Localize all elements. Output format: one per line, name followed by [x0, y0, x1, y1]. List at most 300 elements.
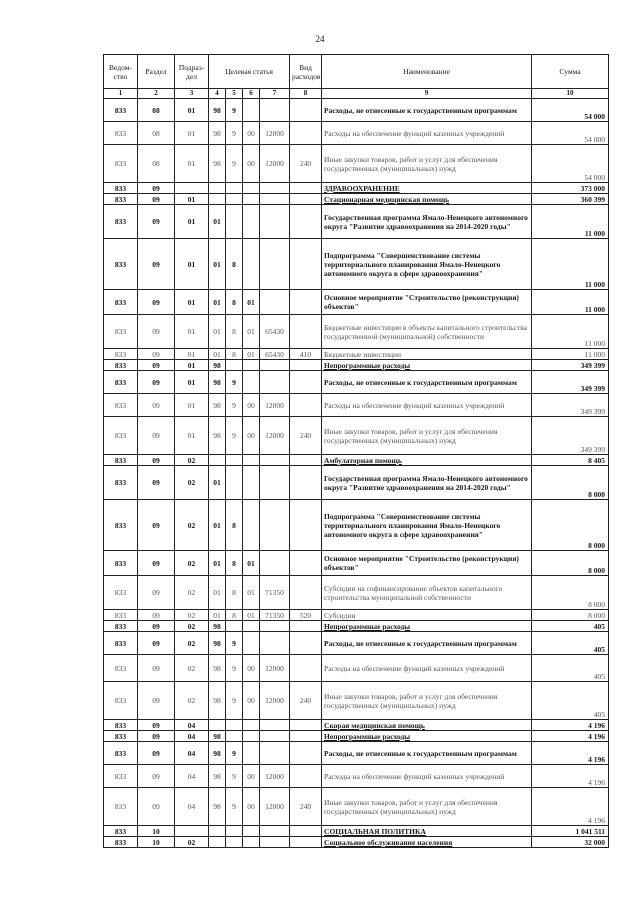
- cell-ts-code: [260, 720, 290, 731]
- table-row: [104, 194, 609, 205]
- cell-podrazdel: [175, 183, 209, 194]
- cell-ts-subprogram: [226, 455, 243, 466]
- cell-sum: 11 000: [532, 290, 609, 315]
- cell-vedomstvo: 833: [104, 466, 138, 500]
- cell-ts-program: [209, 720, 226, 731]
- cell-podrazdel: 02: [175, 455, 209, 466]
- cell-ts-code: [260, 621, 290, 632]
- cell-sum: 405: [532, 655, 609, 682]
- table-row: [104, 621, 609, 632]
- cell-sum: 8 000: [532, 610, 609, 621]
- col-num: 4: [209, 89, 226, 99]
- row-name-text: Расходы, не отнесенные к государственным программам: [324, 748, 517, 758]
- cell-ts-event: [243, 500, 260, 551]
- cell-ts-code: [260, 632, 290, 655]
- row-name-text: Государственная программа Ямало-Ненецкого автономного округа "Развитие здравоохранения на 2014-2020 годы": [324, 473, 528, 492]
- cell-ts-program: 98: [209, 394, 226, 417]
- row-name-text: Иные закупки товаров, работ и услуг для обеспечения государственных (муниципальных) нужд: [324, 691, 498, 710]
- cell-razdel: 09: [138, 417, 175, 455]
- cell-ts-event: [243, 205, 260, 239]
- cell-ts-subprogram: 8: [226, 551, 243, 576]
- row-name-text: Социальное обслуживание населения: [324, 837, 453, 847]
- cell-ts-subprogram: 9: [226, 682, 243, 720]
- cell-ts-subprogram: 9: [226, 417, 243, 455]
- cell-ts-subprogram: 9: [226, 788, 243, 826]
- cell-podrazdel: 01: [175, 315, 209, 349]
- row-name-text: Расходы на обеспечение функций казенных учреждений: [324, 400, 505, 410]
- cell-podrazdel: 01: [175, 194, 209, 205]
- cell-expense-type: [290, 621, 322, 632]
- cell-expense-type: [290, 655, 322, 682]
- cell-ts-program: 01: [209, 205, 226, 239]
- cell-ts-event: 00: [243, 122, 260, 145]
- table-row: [104, 239, 609, 290]
- cell-ts-code: 71350: [260, 610, 290, 621]
- cell-ts-program: 01: [209, 551, 226, 576]
- cell-ts-program: [209, 837, 226, 848]
- cell-expense-type: [290, 742, 322, 765]
- col-num: 8: [290, 89, 322, 99]
- cell-vedomstvo: 833: [104, 551, 138, 576]
- cell-ts-program: 98: [209, 765, 226, 788]
- cell-ts-event: 01: [243, 551, 260, 576]
- cell-vedomstvo: 833: [104, 682, 138, 720]
- cell-name: [322, 500, 532, 551]
- cell-ts-code: [260, 194, 290, 205]
- cell-ts-code: 65430: [260, 315, 290, 349]
- cell-razdel: 09: [138, 205, 175, 239]
- cell-ts-program: 01: [209, 576, 226, 610]
- header-razdel: Раздел: [138, 55, 175, 89]
- cell-ts-code: 12000: [260, 788, 290, 826]
- cell-name: [322, 349, 532, 360]
- cell-ts-subprogram: 9: [226, 632, 243, 655]
- cell-ts-program: [209, 194, 226, 205]
- cell-name: [322, 360, 532, 371]
- cell-sum: 8 000: [532, 551, 609, 576]
- cell-ts-subprogram: 8: [226, 576, 243, 610]
- cell-ts-program: 01: [209, 500, 226, 551]
- cell-ts-subprogram: [226, 194, 243, 205]
- table-row: [104, 742, 609, 765]
- cell-podrazdel: 01: [175, 239, 209, 290]
- cell-ts-event: 00: [243, 682, 260, 720]
- cell-ts-subprogram: [226, 205, 243, 239]
- cell-podrazdel: 01: [175, 99, 209, 122]
- cell-ts-event: 01: [243, 290, 260, 315]
- cell-name: [322, 315, 532, 349]
- table-row: [104, 394, 609, 417]
- cell-ts-event: [243, 360, 260, 371]
- col-num: 3: [175, 89, 209, 99]
- cell-ts-program: 98: [209, 682, 226, 720]
- cell-ts-code: 12000: [260, 122, 290, 145]
- row-name-text: Бюджетные инвестиции: [324, 349, 402, 359]
- cell-sum: 1 041 511: [532, 826, 609, 837]
- cell-razdel: 08: [138, 99, 175, 122]
- cell-ts-code: 12000: [260, 655, 290, 682]
- cell-vedomstvo: 833: [104, 371, 138, 394]
- cell-razdel: 09: [138, 455, 175, 466]
- cell-expense-type: 240: [290, 682, 322, 720]
- cell-name: [322, 720, 532, 731]
- cell-ts-subprogram: [226, 183, 243, 194]
- cell-ts-program: 98: [209, 788, 226, 826]
- cell-expense-type: [290, 720, 322, 731]
- row-name-text: Расходы на обеспечение функций казенных учреждений: [324, 771, 505, 781]
- cell-expense-type: [290, 99, 322, 122]
- cell-expense-type: [290, 371, 322, 394]
- header-vedomstvo: Ведом-ство: [104, 55, 138, 89]
- cell-ts-event: [243, 371, 260, 394]
- cell-sum: 373 000: [532, 183, 609, 194]
- cell-ts-subprogram: 8: [226, 315, 243, 349]
- cell-razdel: 09: [138, 765, 175, 788]
- cell-vedomstvo: 833: [104, 239, 138, 290]
- cell-ts-event: [243, 194, 260, 205]
- cell-expense-type: [290, 394, 322, 417]
- table-row: [104, 183, 609, 194]
- cell-razdel: 09: [138, 360, 175, 371]
- cell-ts-event: 00: [243, 765, 260, 788]
- cell-name: [322, 682, 532, 720]
- table-row: [104, 500, 609, 551]
- cell-podrazdel: 04: [175, 788, 209, 826]
- cell-razdel: 09: [138, 731, 175, 742]
- header-expense-type: Вид расходов: [290, 55, 322, 89]
- cell-name: [322, 371, 532, 394]
- cell-ts-event: [243, 731, 260, 742]
- cell-ts-subprogram: [226, 720, 243, 731]
- cell-sum: 11 000: [532, 315, 609, 349]
- cell-ts-event: [243, 99, 260, 122]
- cell-vedomstvo: 833: [104, 290, 138, 315]
- cell-ts-code: [260, 466, 290, 500]
- cell-vedomstvo: 833: [104, 205, 138, 239]
- table-row: [104, 360, 609, 371]
- cell-expense-type: 240: [290, 145, 322, 183]
- cell-razdel: 09: [138, 466, 175, 500]
- row-name-text: Субсидии: [324, 610, 356, 620]
- header-sum: Сумма: [532, 55, 609, 89]
- cell-razdel: 10: [138, 837, 175, 848]
- col-num: 1: [104, 89, 138, 99]
- cell-razdel: 09: [138, 500, 175, 551]
- cell-name: [322, 417, 532, 455]
- cell-ts-event: 01: [243, 610, 260, 621]
- cell-ts-code: 12000: [260, 145, 290, 183]
- row-name-text: Стационарная медицинская помощь: [324, 194, 450, 204]
- cell-vedomstvo: 833: [104, 360, 138, 371]
- cell-ts-event: [243, 837, 260, 848]
- row-name-text: Непрограммные расходы: [324, 360, 411, 370]
- cell-podrazdel: 01: [175, 360, 209, 371]
- cell-sum: 349 399: [532, 394, 609, 417]
- cell-ts-program: 98: [209, 742, 226, 765]
- cell-razdel: 09: [138, 610, 175, 621]
- cell-ts-program: [209, 183, 226, 194]
- row-name-text: Иные закупки товаров, работ и услуг для обеспечения государственных (муниципальных) нужд: [324, 426, 498, 445]
- cell-expense-type: [290, 576, 322, 610]
- cell-expense-type: [290, 731, 322, 742]
- cell-ts-code: 12000: [260, 394, 290, 417]
- table-row: [104, 290, 609, 315]
- row-name-text: Непрограммные расходы: [324, 731, 411, 741]
- cell-vedomstvo: 833: [104, 349, 138, 360]
- cell-sum: 8 000: [532, 500, 609, 551]
- cell-name: [322, 99, 532, 122]
- cell-vedomstvo: 833: [104, 122, 138, 145]
- cell-sum: 54 000: [532, 145, 609, 183]
- cell-sum: 4 196: [532, 788, 609, 826]
- cell-ts-program: 01: [209, 349, 226, 360]
- col-num: 7: [260, 89, 290, 99]
- col-num: 2: [138, 89, 175, 99]
- cell-podrazdel: 02: [175, 576, 209, 610]
- cell-razdel: 09: [138, 371, 175, 394]
- cell-name: [322, 826, 532, 837]
- cell-razdel: 09: [138, 621, 175, 632]
- cell-sum: 405: [532, 621, 609, 632]
- cell-razdel: 10: [138, 826, 175, 837]
- cell-ts-event: [243, 826, 260, 837]
- cell-sum: 4 196: [532, 765, 609, 788]
- header-podrazdel: Подраз-дел: [175, 55, 209, 89]
- cell-vedomstvo: 833: [104, 610, 138, 621]
- cell-name: [322, 466, 532, 500]
- cell-ts-event: [243, 720, 260, 731]
- table-row: [104, 731, 609, 742]
- row-name-text: Основное мероприятие "Строительство (реконструкция) объектов": [324, 293, 519, 311]
- cell-razdel: 09: [138, 290, 175, 315]
- cell-ts-code: 12000: [260, 682, 290, 720]
- cell-ts-code: [260, 290, 290, 315]
- cell-expense-type: [290, 500, 322, 551]
- cell-vedomstvo: 833: [104, 145, 138, 183]
- cell-ts-code: 12000: [260, 765, 290, 788]
- cell-expense-type: [290, 183, 322, 194]
- cell-name: [322, 610, 532, 621]
- cell-expense-type: 240: [290, 417, 322, 455]
- cell-podrazdel: 02: [175, 500, 209, 551]
- cell-name: [322, 576, 532, 610]
- cell-ts-program: 01: [209, 466, 226, 500]
- cell-vedomstvo: 833: [104, 655, 138, 682]
- cell-ts-program: 01: [209, 239, 226, 290]
- cell-podrazdel: 01: [175, 349, 209, 360]
- cell-razdel: 08: [138, 145, 175, 183]
- cell-ts-code: [260, 551, 290, 576]
- table-row: [104, 551, 609, 576]
- cell-name: [322, 742, 532, 765]
- cell-ts-subprogram: [226, 360, 243, 371]
- cell-vedomstvo: 833: [104, 765, 138, 788]
- cell-expense-type: [290, 122, 322, 145]
- cell-razdel: 08: [138, 122, 175, 145]
- cell-expense-type: [290, 765, 322, 788]
- col-num: 9: [322, 89, 532, 99]
- cell-expense-type: [290, 194, 322, 205]
- cell-ts-program: [209, 826, 226, 837]
- row-name-text: Иные закупки товаров, работ и услуг для обеспечения государственных (муниципальных) нужд: [324, 797, 498, 816]
- cell-ts-subprogram: 8: [226, 349, 243, 360]
- column-numbers-row: [104, 89, 609, 99]
- cell-sum: 360 399: [532, 194, 609, 205]
- row-name-text: Иные закупки товаров, работ и услуг для обеспечения государственных (муниципальных) нужд: [324, 154, 498, 173]
- row-name-text: Расходы на обеспечение функций казенных учреждений: [324, 128, 505, 138]
- row-name-text: Расходы, не отнесенные к государственным программам: [324, 638, 517, 648]
- cell-name: [322, 765, 532, 788]
- row-name-text: Расходы на обеспечение функций казенных учреждений: [324, 663, 505, 673]
- cell-expense-type: [290, 826, 322, 837]
- row-name-text: Подпрограмма "Совершенствование системы территориального планирования Ямало-Ненецкого автономного округа в сфере здравоохранения": [324, 511, 501, 539]
- row-name-text: СОЦИАЛЬНАЯ ПОЛИТИКА: [324, 826, 426, 836]
- cell-name: [322, 788, 532, 826]
- cell-name: [322, 205, 532, 239]
- cell-expense-type: 410: [290, 349, 322, 360]
- cell-podrazdel: 04: [175, 731, 209, 742]
- cell-razdel: 09: [138, 394, 175, 417]
- cell-ts-subprogram: 9: [226, 371, 243, 394]
- cell-ts-subprogram: 8: [226, 290, 243, 315]
- row-name-text: Основное мероприятие "Строительство (реконструкция) объектов": [324, 554, 519, 572]
- cell-expense-type: [290, 466, 322, 500]
- cell-sum: 54 000: [532, 122, 609, 145]
- cell-podrazdel: 02: [175, 610, 209, 621]
- cell-razdel: 09: [138, 349, 175, 360]
- cell-name: [322, 239, 532, 290]
- cell-sum: 4 196: [532, 720, 609, 731]
- cell-ts-code: [260, 205, 290, 239]
- cell-razdel: 09: [138, 315, 175, 349]
- cell-sum: 32 000: [532, 837, 609, 848]
- row-name-text: Расходы, не отнесенные к государственным программам: [324, 105, 517, 115]
- cell-vedomstvo: 833: [104, 788, 138, 826]
- cell-ts-code: [260, 826, 290, 837]
- cell-ts-event: [243, 239, 260, 290]
- cell-expense-type: 520: [290, 610, 322, 621]
- cell-vedomstvo: 833: [104, 576, 138, 610]
- cell-podrazdel: 01: [175, 145, 209, 183]
- cell-name: [322, 455, 532, 466]
- cell-name: [322, 122, 532, 145]
- cell-ts-program: 98: [209, 145, 226, 183]
- cell-razdel: 09: [138, 632, 175, 655]
- cell-ts-program: 98: [209, 655, 226, 682]
- cell-expense-type: [290, 315, 322, 349]
- row-name-text: Субсидии на софинансирование объектов капитального строительства муниципальной собственности: [324, 583, 503, 602]
- cell-ts-event: 01: [243, 349, 260, 360]
- cell-ts-code: [260, 99, 290, 122]
- row-name-text: Государственная программа Ямало-Ненецкого автономного округа "Развитие здравоохранения на 2014-2020 годы": [324, 212, 528, 231]
- table-row: [104, 349, 609, 360]
- cell-name: [322, 551, 532, 576]
- cell-name: [322, 632, 532, 655]
- cell-ts-event: [243, 742, 260, 765]
- cell-ts-program: 98: [209, 122, 226, 145]
- cell-ts-program: 98: [209, 731, 226, 742]
- table-row: [104, 720, 609, 731]
- cell-vedomstvo: 833: [104, 837, 138, 848]
- cell-expense-type: [290, 632, 322, 655]
- cell-vedomstvo: 833: [104, 417, 138, 455]
- cell-razdel: 09: [138, 183, 175, 194]
- cell-ts-code: [260, 183, 290, 194]
- cell-ts-event: 00: [243, 394, 260, 417]
- cell-sum: 8 000: [532, 576, 609, 610]
- cell-ts-event: 01: [243, 576, 260, 610]
- cell-ts-subprogram: [226, 826, 243, 837]
- cell-ts-event: [243, 621, 260, 632]
- row-name-text: Непрограммные расходы: [324, 621, 411, 631]
- cell-sum: 11 000: [532, 205, 609, 239]
- cell-podrazdel: 04: [175, 765, 209, 788]
- table-row: [104, 655, 609, 682]
- header-target-article: Целевая статья: [209, 55, 290, 89]
- cell-ts-program: 98: [209, 621, 226, 632]
- cell-ts-event: 00: [243, 417, 260, 455]
- cell-name: [322, 837, 532, 848]
- cell-podrazdel: 01: [175, 394, 209, 417]
- cell-ts-subprogram: 8: [226, 239, 243, 290]
- cell-name: [322, 655, 532, 682]
- cell-expense-type: 240: [290, 788, 322, 826]
- row-name-text: ЗДРАВООХРАНЕНИЕ: [324, 183, 400, 193]
- cell-sum: 11 000: [532, 349, 609, 360]
- cell-ts-code: [260, 239, 290, 290]
- cell-vedomstvo: 833: [104, 826, 138, 837]
- cell-sum: 54 000: [532, 99, 609, 122]
- cell-expense-type: [290, 205, 322, 239]
- cell-ts-code: 12000: [260, 417, 290, 455]
- cell-podrazdel: 01: [175, 205, 209, 239]
- cell-ts-program: [209, 455, 226, 466]
- cell-razdel: 09: [138, 194, 175, 205]
- cell-sum: 4 196: [532, 731, 609, 742]
- cell-expense-type: [290, 360, 322, 371]
- cell-podrazdel: 02: [175, 655, 209, 682]
- cell-ts-program: 98: [209, 99, 226, 122]
- cell-podrazdel: 04: [175, 742, 209, 765]
- col-num: 10: [532, 89, 609, 99]
- cell-podrazdel: 02: [175, 837, 209, 848]
- cell-podrazdel: 02: [175, 621, 209, 632]
- row-name-text: Амбулаторная помощь: [324, 455, 402, 465]
- cell-ts-code: 65430: [260, 349, 290, 360]
- cell-razdel: 09: [138, 239, 175, 290]
- cell-ts-event: 00: [243, 145, 260, 183]
- cell-ts-code: [260, 837, 290, 848]
- cell-name: [322, 194, 532, 205]
- cell-vedomstvo: 833: [104, 731, 138, 742]
- table-row: [104, 837, 609, 848]
- cell-razdel: 09: [138, 655, 175, 682]
- cell-razdel: 09: [138, 788, 175, 826]
- cell-vedomstvo: 833: [104, 720, 138, 731]
- cell-vedomstvo: 833: [104, 455, 138, 466]
- cell-ts-event: 01: [243, 315, 260, 349]
- cell-ts-code: [260, 500, 290, 551]
- cell-razdel: 09: [138, 576, 175, 610]
- cell-ts-program: 01: [209, 315, 226, 349]
- cell-ts-subprogram: 9: [226, 394, 243, 417]
- cell-expense-type: [290, 290, 322, 315]
- cell-podrazdel: 01: [175, 290, 209, 315]
- header-name: Наименование: [322, 55, 532, 89]
- cell-ts-subprogram: 9: [226, 99, 243, 122]
- cell-expense-type: [290, 837, 322, 848]
- cell-ts-code: [260, 731, 290, 742]
